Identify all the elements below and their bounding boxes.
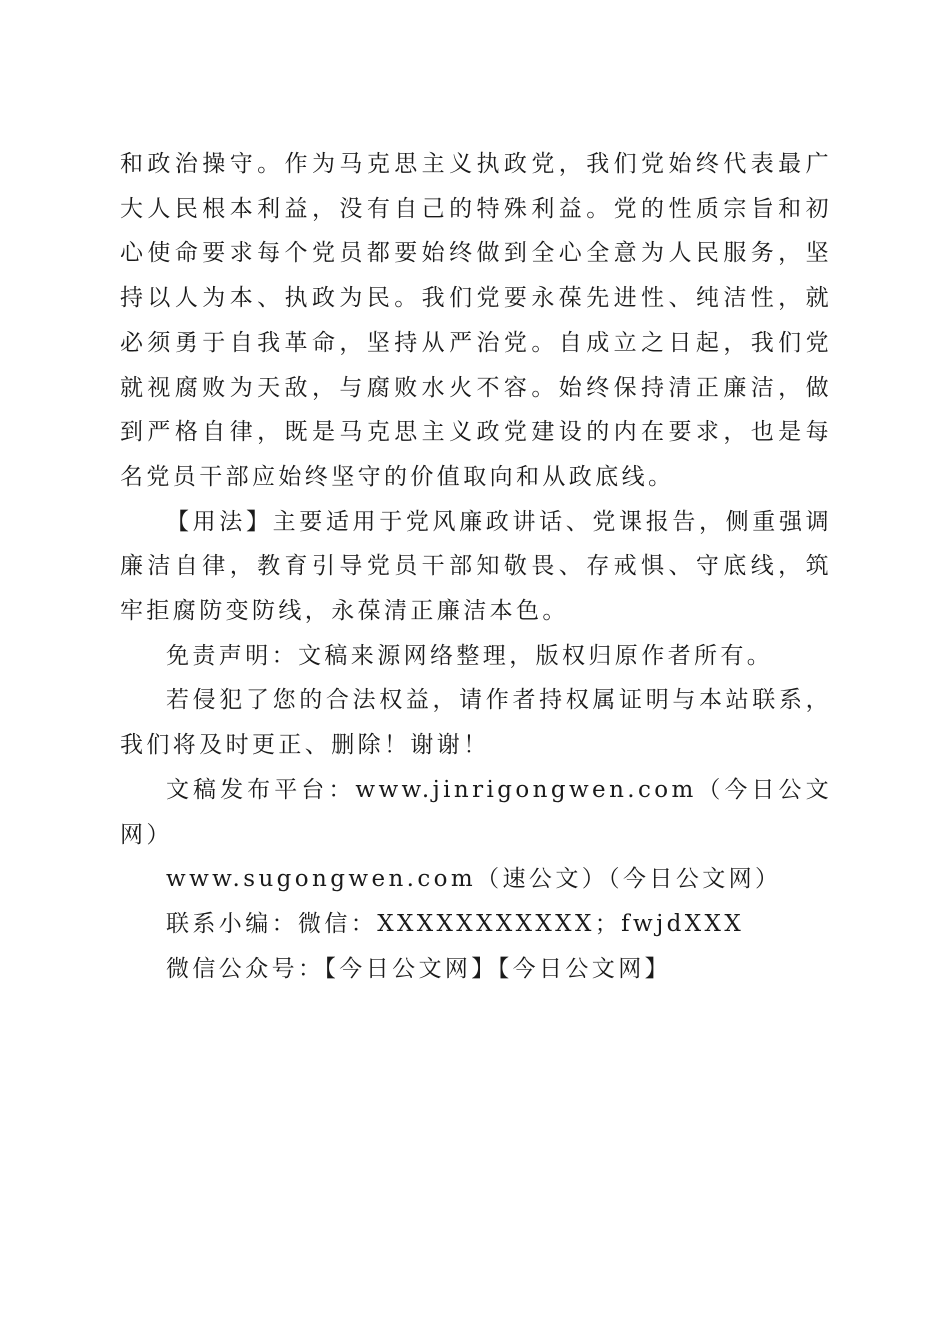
- platform-line: 文稿发布平台：www.jinrigongwen.com（今日公文网）: [120, 776, 832, 848]
- disclaimer-text: 免责声明：文稿来源网络整理，版权归原作者所有。: [166, 642, 774, 669]
- wechat-account-line: 微信公众号：【今日公文网】【今日公文网】: [166, 955, 671, 982]
- platform-alt-line: www.sugongwen.com（速公文）（今日公文网）: [166, 866, 782, 893]
- usage-paragraph: 【用法】主要适用于党风廉政讲话、党课报告，侧重强调廉洁自律，教育引导党员干部知敬畏、存戒惧、守底线，筑牢拒腐防变防线，永葆清正廉洁本色。: [120, 508, 832, 625]
- contact-line: 联系小编：微信：XXXXXXXXXXX；fwjdXXX: [166, 910, 745, 937]
- infringement-notice: 若侵犯了您的合法权益，请作者持权属证明与本站联系，我们将及时更正、删除！谢谢！: [120, 687, 832, 759]
- body-paragraph-continuation: 和政治操守。作为马克思主义执政党，我们党始终代表最广大人民根本利益，没有自己的特殊利益。党的性质宗旨和初心使命要求每个党员都要始终做到全心全意为人民服务，坚持以人为本、执政为民。我们党要永葆先进性、纯洁性，就必须勇于自我革命，坚持从严治党。自成立之日起，我们党就视腐败为天敌，与腐败水火不容。始终保持清正廉洁，做到严格自律，既是马克思主义政党建设的内在要求，也是每名党员干部应始终坚守的价值取向和从政底线。: [120, 151, 832, 490]
- document-body: [120, 142, 832, 991]
